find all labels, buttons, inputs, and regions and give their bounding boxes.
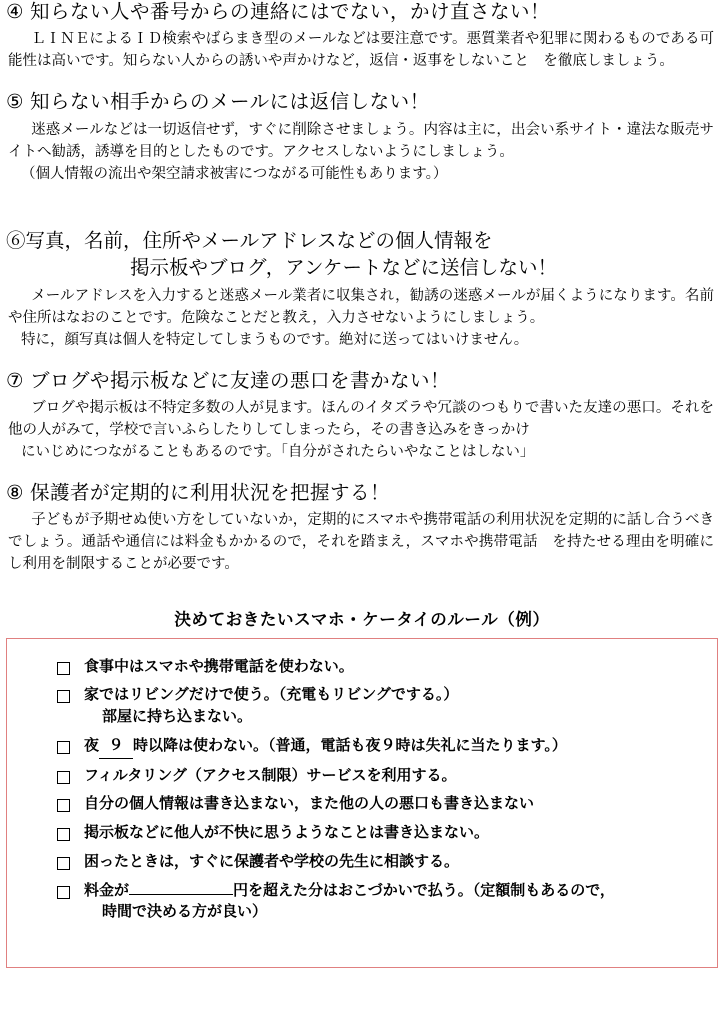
rule-item[interactable] [19, 657, 705, 679]
rule-blank-value[interactable] [129, 894, 233, 895]
rule-text-post: 円を超えた分はおこづかいで払う。（定額制もあるので， [233, 882, 615, 899]
checkbox-icon[interactable] [57, 771, 70, 784]
rule-text [84, 685, 705, 729]
spacer [0, 580, 724, 606]
section-6-number: ⑥ [6, 230, 26, 252]
section-4-heading [0, 0, 724, 26]
rule-item[interactable] [19, 794, 705, 816]
section-4-paragraph-1: ＬＩＮＥによるＩＤ検索やばらまき型のメールなどは要注意です。悪質業者や犯罪に関わるものである可能性は高いです。知らない人からの誘いや声かけなど，返信・返事をしないこと を徹底しましょう。 [8, 31, 714, 70]
section-6 [0, 229, 724, 351]
rule-text-pre: 夜 [84, 737, 100, 754]
rule-text [84, 881, 705, 925]
checkbox-icon[interactable] [57, 886, 70, 899]
section-7 [0, 369, 724, 463]
rule-text-post: 時以降は使わない。（普通，電話も夜９時は失礼に当たります。） [133, 737, 567, 754]
section-5-number: ⑤ [6, 92, 24, 114]
section-5 [0, 90, 724, 184]
rule-item[interactable] [19, 766, 705, 788]
rule-text: 困ったときは，すぐに保護者や学校の先生に相談する。 [84, 853, 460, 870]
section-6-heading-line1: 写真，名前，住所やメールアドレスなどの個人情報を [25, 230, 493, 252]
section-4-heading-text: 知らない人や番号からの連絡にはでない，かけ直さない！ [29, 2, 550, 23]
section-6-paragraph-1: メールアドレスを入力すると迷惑メール業者に収集され，勧誘の迷惑メールが届くようになります。名前や住所はなおのことです。危険なことだと教え，入力させないようにしましょう。 [8, 287, 714, 326]
section-4-number: ④ [6, 2, 24, 23]
spacer [0, 76, 724, 90]
rule-text: フィルタリング（アクセス制限）サービスを利用する。 [84, 767, 457, 784]
rule-item[interactable] [19, 852, 705, 874]
rule-text: 食事中はスマホや携帯電話を使わない。 [84, 658, 354, 675]
section-8-heading-text: 保護者が定期的に利用状況を把握する！ [29, 483, 390, 505]
checkbox-icon[interactable] [57, 690, 70, 703]
section-5-heading-text: 知らない相手からのメールには返信しない！ [29, 92, 430, 114]
section-7-paragraph-2: にいじめにつながることもあるのです。「自分がされたらいやなことはしない」 [21, 444, 535, 461]
rules-box [6, 638, 718, 968]
section-8-paragraph-1: 子どもが予期せぬ使い方をしていないか，定期的にスマホや携帯電話の利用状況を定期的に話し合うべきでしょう。通話や通信には料金もかかるので，それを踏まえ，スマホや携帯電話 を持たせる理由を明確にし利用を制限することが必要です。 [8, 512, 714, 573]
rule-item[interactable] [19, 881, 705, 925]
section-4 [0, 0, 724, 72]
rule-item[interactable] [19, 685, 705, 729]
checkbox-icon[interactable] [57, 662, 70, 675]
spacer [0, 467, 724, 481]
section-6-heading-line2: 掲示板やブログ，アンケートなどに送信しない！ [130, 257, 558, 279]
rule-text: 掲示板などに他人が不快に思うようなことは書き込まない。 [84, 825, 490, 841]
section-7-heading-text: ブログや掲示板などに友達の悪口を書かない！ [29, 370, 450, 392]
section-7-paragraph-1: ブログや掲示板は不特定多数の人が見ます。ほんのイタズラや冗談のつもりで書いた友達の悪口。それを他の人がみて，学校で言いふらしたりしてしまったら，その書き込みをきっかけ [8, 400, 714, 439]
section-8 [0, 481, 724, 575]
rule-text [84, 736, 705, 759]
section-5-heading [0, 90, 724, 116]
section-6-heading [0, 229, 724, 283]
checkbox-icon[interactable] [57, 857, 70, 870]
section-5-paragraph-1: 迷惑メールなどは一切返信せず，すぐに削除させましょう。内容は主に，出会い系サイト・違法な販売サイトへ勧誘，誘導を目的としたものです。アクセスしないようにしましょう。 [8, 121, 714, 160]
spacer [0, 189, 724, 215]
rule-text: 自分の個人情報は書き込まない，また他の人の悪口も書き込まない [84, 796, 535, 813]
rule-blank-value[interactable]: ９ [99, 736, 133, 759]
rule-text-pre: 料金が [84, 882, 130, 899]
rule-item[interactable] [19, 823, 705, 845]
section-8-number: ⑧ [6, 483, 24, 505]
section-6-paragraph-2: 特に，顔写真は個人を特定してしまうものです。絶対に送ってはいけません。 [21, 331, 529, 348]
checkbox-icon[interactable] [57, 799, 70, 812]
spacer [0, 215, 724, 229]
section-7-heading [0, 369, 724, 395]
section-8-heading [0, 481, 724, 507]
rule-item[interactable] [19, 736, 705, 759]
rule-text-sub: 時間で決める方が良い） [102, 904, 268, 921]
rule-text-main: 家ではリビングだけで使う。（充電もリビングでする。） [84, 687, 459, 704]
rule-text-sub: 部屋に持ち込まない。 [102, 709, 253, 725]
section-7-number: ⑦ [6, 370, 24, 392]
spacer [0, 355, 724, 369]
checkbox-icon[interactable] [57, 828, 70, 841]
rules-title: 決めておきたいスマホ・ケータイのルール（例） [174, 609, 550, 629]
checkbox-icon[interactable] [57, 741, 70, 754]
section-5-paragraph-2: （個人情報の流出や架空請求被害につながる可能性もあります。） [21, 165, 448, 182]
